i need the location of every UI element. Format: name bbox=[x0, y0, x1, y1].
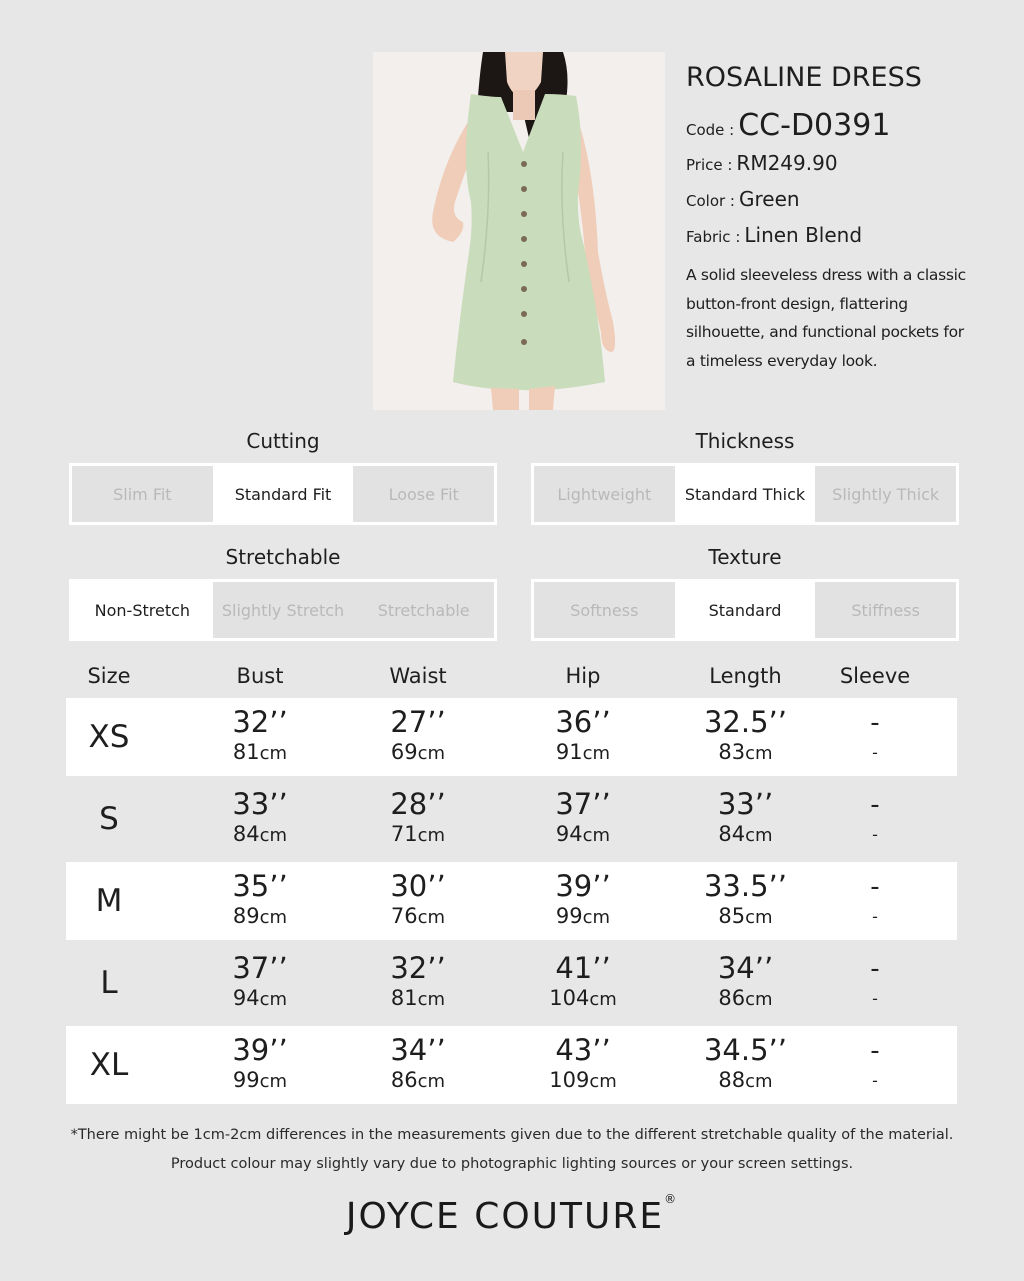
header-hip: Hip bbox=[565, 664, 601, 688]
product-code-row bbox=[686, 108, 986, 143]
product-fabric-row bbox=[686, 223, 986, 247]
hip-cm: 109 bbox=[549, 1067, 590, 1092]
measurement-note: *There might be 1cm-2cm differences in the measurements given due to the different stretchable quality of the material. bbox=[70, 1127, 954, 1143]
table-row bbox=[66, 698, 957, 776]
waist-cell bbox=[368, 868, 468, 932]
color-value: Green bbox=[738, 187, 800, 211]
thickness-option-slightly-thick: Slightly Thick bbox=[832, 484, 940, 504]
product-info bbox=[686, 58, 986, 375]
cm-unit: cm bbox=[417, 742, 446, 764]
price-label: Price : bbox=[686, 156, 733, 174]
waist-cm: 76 bbox=[390, 903, 418, 928]
sleeve-inches: - bbox=[870, 953, 880, 984]
sleeve-cm: - bbox=[872, 906, 878, 926]
bust-cm-wrap bbox=[152, 820, 368, 850]
bust-cm-wrap bbox=[152, 1066, 368, 1096]
cm-unit: cm bbox=[745, 742, 773, 764]
attr-texture-scale bbox=[531, 579, 959, 641]
waist-cm: 71 bbox=[390, 821, 418, 846]
hip-cell bbox=[468, 704, 698, 768]
waist-cm: 81 bbox=[390, 985, 418, 1010]
bust-cm: 81 bbox=[232, 739, 260, 764]
texture-option-stiffness: Stiffness bbox=[851, 600, 920, 620]
waist-cell bbox=[368, 950, 468, 1014]
cutting-option-standard-fit: Standard Fit bbox=[213, 466, 354, 522]
bust-inches: 35’’ bbox=[232, 868, 288, 903]
cm-unit: cm bbox=[582, 906, 611, 928]
hip-cm: 99 bbox=[555, 903, 583, 928]
length-cm: 84 bbox=[718, 821, 746, 846]
waist-inches: 28’’ bbox=[390, 786, 446, 821]
sleeve-cell bbox=[793, 872, 957, 931]
registered-mark: ® bbox=[664, 1192, 679, 1206]
header-size: Size bbox=[87, 664, 131, 688]
hip-cm: 104 bbox=[549, 985, 590, 1010]
waist-cm-wrap bbox=[368, 1066, 468, 1096]
bust-cell bbox=[152, 786, 368, 850]
model-dress-illustration bbox=[373, 52, 665, 410]
product-color-row bbox=[686, 187, 986, 211]
cm-unit: cm bbox=[417, 906, 446, 928]
attr-stretchable bbox=[69, 543, 497, 641]
length-inches: 33’’ bbox=[717, 786, 774, 821]
bust-inches: 37’’ bbox=[232, 950, 288, 985]
table-row bbox=[66, 944, 957, 1022]
bust-inches: 39’’ bbox=[232, 1032, 288, 1067]
waist-cm: 69 bbox=[390, 739, 418, 764]
size-label: XL bbox=[89, 1047, 129, 1083]
header-bust: Bust bbox=[236, 664, 284, 688]
cm-unit: cm bbox=[259, 824, 288, 846]
cm-unit: cm bbox=[259, 742, 288, 764]
hip-cm-wrap bbox=[468, 738, 698, 768]
table-row bbox=[66, 1026, 957, 1104]
sleeve-cell bbox=[793, 954, 957, 1013]
cm-unit: cm bbox=[417, 988, 446, 1010]
length-cm: 83 bbox=[718, 739, 746, 764]
attr-texture-title: Texture bbox=[708, 545, 782, 569]
sleeve-cell bbox=[793, 708, 957, 767]
cm-unit: cm bbox=[582, 824, 611, 846]
cm-unit: cm bbox=[417, 1070, 446, 1092]
header-sleeve: Sleeve bbox=[839, 664, 911, 688]
table-row bbox=[66, 862, 957, 940]
cm-unit: cm bbox=[589, 1070, 617, 1092]
header-length: Length bbox=[709, 664, 782, 688]
hip-cell bbox=[468, 868, 698, 932]
bust-inches: 32’’ bbox=[232, 704, 288, 739]
cm-unit: cm bbox=[259, 906, 288, 928]
stretch-option-slightly-stretch: Slightly Stretch bbox=[221, 600, 345, 620]
bust-cm-wrap bbox=[152, 738, 368, 768]
sleeve-inches: - bbox=[870, 1035, 880, 1066]
sleeve-cm: - bbox=[872, 742, 878, 762]
header-waist: Waist bbox=[389, 664, 447, 688]
length-cm-wrap bbox=[698, 820, 793, 850]
attr-stretchable-title: Stretchable bbox=[225, 545, 341, 569]
fabric-label: Fabric : bbox=[686, 228, 741, 246]
attr-thickness-title: Thickness bbox=[695, 429, 795, 453]
bust-cell bbox=[152, 1032, 368, 1096]
code-value: CC-D0391 bbox=[738, 108, 891, 143]
cutting-option-loose-fit: Loose Fit bbox=[388, 484, 459, 504]
price-value: RM249.90 bbox=[736, 151, 838, 175]
waist-inches: 27’’ bbox=[390, 704, 446, 739]
attr-stretchable-scale bbox=[69, 579, 497, 641]
attr-cutting bbox=[69, 427, 497, 525]
sleeve-inches: - bbox=[870, 707, 880, 738]
length-inches: 33.5’’ bbox=[703, 868, 787, 903]
texture-option-standard: Standard bbox=[675, 582, 816, 638]
thickness-option-lightweight: Lightweight bbox=[557, 484, 652, 504]
hip-cm-wrap bbox=[468, 984, 698, 1014]
bust-cm-wrap bbox=[152, 984, 368, 1014]
stretch-option-non-stretch: Non-Stretch bbox=[72, 582, 213, 638]
sleeve-cell bbox=[793, 1036, 957, 1095]
cm-unit: cm bbox=[582, 742, 611, 764]
length-inches: 34’’ bbox=[717, 950, 774, 985]
size-chart-body bbox=[66, 698, 957, 1104]
stretch-option-stretchable: Stretchable bbox=[377, 600, 470, 620]
bust-cm: 99 bbox=[232, 1067, 260, 1092]
hip-inches: 39’’ bbox=[555, 868, 611, 903]
cm-unit: cm bbox=[417, 824, 446, 846]
sleeve-inches: - bbox=[870, 871, 880, 902]
hip-cm: 91 bbox=[555, 739, 583, 764]
bust-inches: 33’’ bbox=[232, 786, 288, 821]
product-description: A solid sleeveless dress with a classic button-front design, flattering silhouette, and functional pockets for a timeless everyday look. bbox=[686, 266, 966, 370]
waist-inches: 34’’ bbox=[390, 1032, 446, 1067]
length-cm-wrap bbox=[698, 738, 793, 768]
code-label: Code : bbox=[686, 121, 735, 139]
brand-name: JOYCE COUTURE bbox=[345, 1196, 665, 1237]
waist-cell bbox=[368, 1032, 468, 1096]
length-cm-wrap bbox=[698, 984, 793, 1014]
cm-unit: cm bbox=[745, 906, 773, 928]
brand-logo bbox=[0, 1192, 1024, 1237]
cm-unit: cm bbox=[745, 1070, 773, 1092]
attr-texture bbox=[531, 543, 959, 641]
bust-cm: 89 bbox=[232, 903, 260, 928]
waist-cell bbox=[368, 786, 468, 850]
hip-cm-wrap bbox=[468, 1066, 698, 1096]
length-cm-wrap bbox=[698, 1066, 793, 1096]
length-cm: 86 bbox=[718, 985, 746, 1010]
hip-cm-wrap bbox=[468, 902, 698, 932]
cm-unit: cm bbox=[745, 988, 773, 1010]
length-inches: 32.5’’ bbox=[703, 704, 787, 739]
waist-cm-wrap bbox=[368, 738, 468, 768]
sleeve-cm: - bbox=[872, 1070, 878, 1090]
texture-option-softness: Softness bbox=[570, 600, 639, 620]
table-row bbox=[66, 780, 957, 858]
product-price-row bbox=[686, 151, 986, 175]
attr-thickness-scale bbox=[531, 463, 959, 525]
waist-inches: 32’’ bbox=[390, 950, 446, 985]
length-cell bbox=[698, 704, 793, 768]
waist-cm-wrap bbox=[368, 984, 468, 1014]
length-cell bbox=[698, 868, 793, 932]
size-chart-header bbox=[66, 658, 957, 694]
hip-cell bbox=[468, 786, 698, 850]
cm-unit: cm bbox=[745, 824, 773, 846]
size-label: XS bbox=[88, 719, 130, 755]
size-chart-table bbox=[66, 658, 957, 1104]
size-label: S bbox=[99, 801, 119, 837]
waist-cm: 86 bbox=[390, 1067, 418, 1092]
cutting-option-slim-fit: Slim Fit bbox=[113, 484, 172, 504]
product-name: ROSALINE DRESS bbox=[686, 62, 922, 93]
hip-inches: 43’’ bbox=[555, 1032, 611, 1067]
attr-cutting-scale bbox=[69, 463, 497, 525]
waist-inches: 30’’ bbox=[390, 868, 446, 903]
size-label: M bbox=[95, 883, 123, 919]
thickness-option-standard-thick: Standard Thick bbox=[675, 466, 816, 522]
hip-cm: 94 bbox=[555, 821, 583, 846]
length-cm-wrap bbox=[698, 902, 793, 932]
hip-cell bbox=[468, 950, 698, 1014]
attr-thickness bbox=[531, 427, 959, 525]
hip-inches: 41’’ bbox=[555, 950, 611, 985]
bust-cell bbox=[152, 950, 368, 1014]
length-cell bbox=[698, 1032, 793, 1096]
fabric-value: Linen Blend bbox=[744, 223, 863, 247]
waist-cell bbox=[368, 704, 468, 768]
hip-inches: 37’’ bbox=[555, 786, 611, 821]
cm-unit: cm bbox=[589, 988, 617, 1010]
bust-cm: 94 bbox=[232, 985, 260, 1010]
bust-cell bbox=[152, 704, 368, 768]
product-photo bbox=[373, 52, 665, 410]
waist-cm-wrap bbox=[368, 902, 468, 932]
hip-cell bbox=[468, 1032, 698, 1096]
length-inches: 34.5’’ bbox=[703, 1032, 787, 1067]
sleeve-inches: - bbox=[870, 789, 880, 820]
sleeve-cm: - bbox=[872, 988, 878, 1008]
length-cell bbox=[698, 786, 793, 850]
attr-cutting-title: Cutting bbox=[246, 429, 320, 453]
color-label: Color : bbox=[686, 192, 735, 210]
sleeve-cm: - bbox=[872, 824, 878, 844]
sleeve-cell bbox=[793, 790, 957, 849]
bust-cell bbox=[152, 868, 368, 932]
colour-note: Product colour may slightly vary due to photographic lighting sources or your screen settings. bbox=[170, 1156, 854, 1172]
cm-unit: cm bbox=[259, 1070, 288, 1092]
hip-cm-wrap bbox=[468, 820, 698, 850]
waist-cm-wrap bbox=[368, 820, 468, 850]
length-cm: 85 bbox=[718, 903, 746, 928]
size-label: L bbox=[100, 965, 118, 1001]
length-cell bbox=[698, 950, 793, 1014]
cm-unit: cm bbox=[259, 988, 288, 1010]
length-cm: 88 bbox=[718, 1067, 746, 1092]
hip-inches: 36’’ bbox=[555, 704, 611, 739]
bust-cm-wrap bbox=[152, 902, 368, 932]
bust-cm: 84 bbox=[232, 821, 260, 846]
